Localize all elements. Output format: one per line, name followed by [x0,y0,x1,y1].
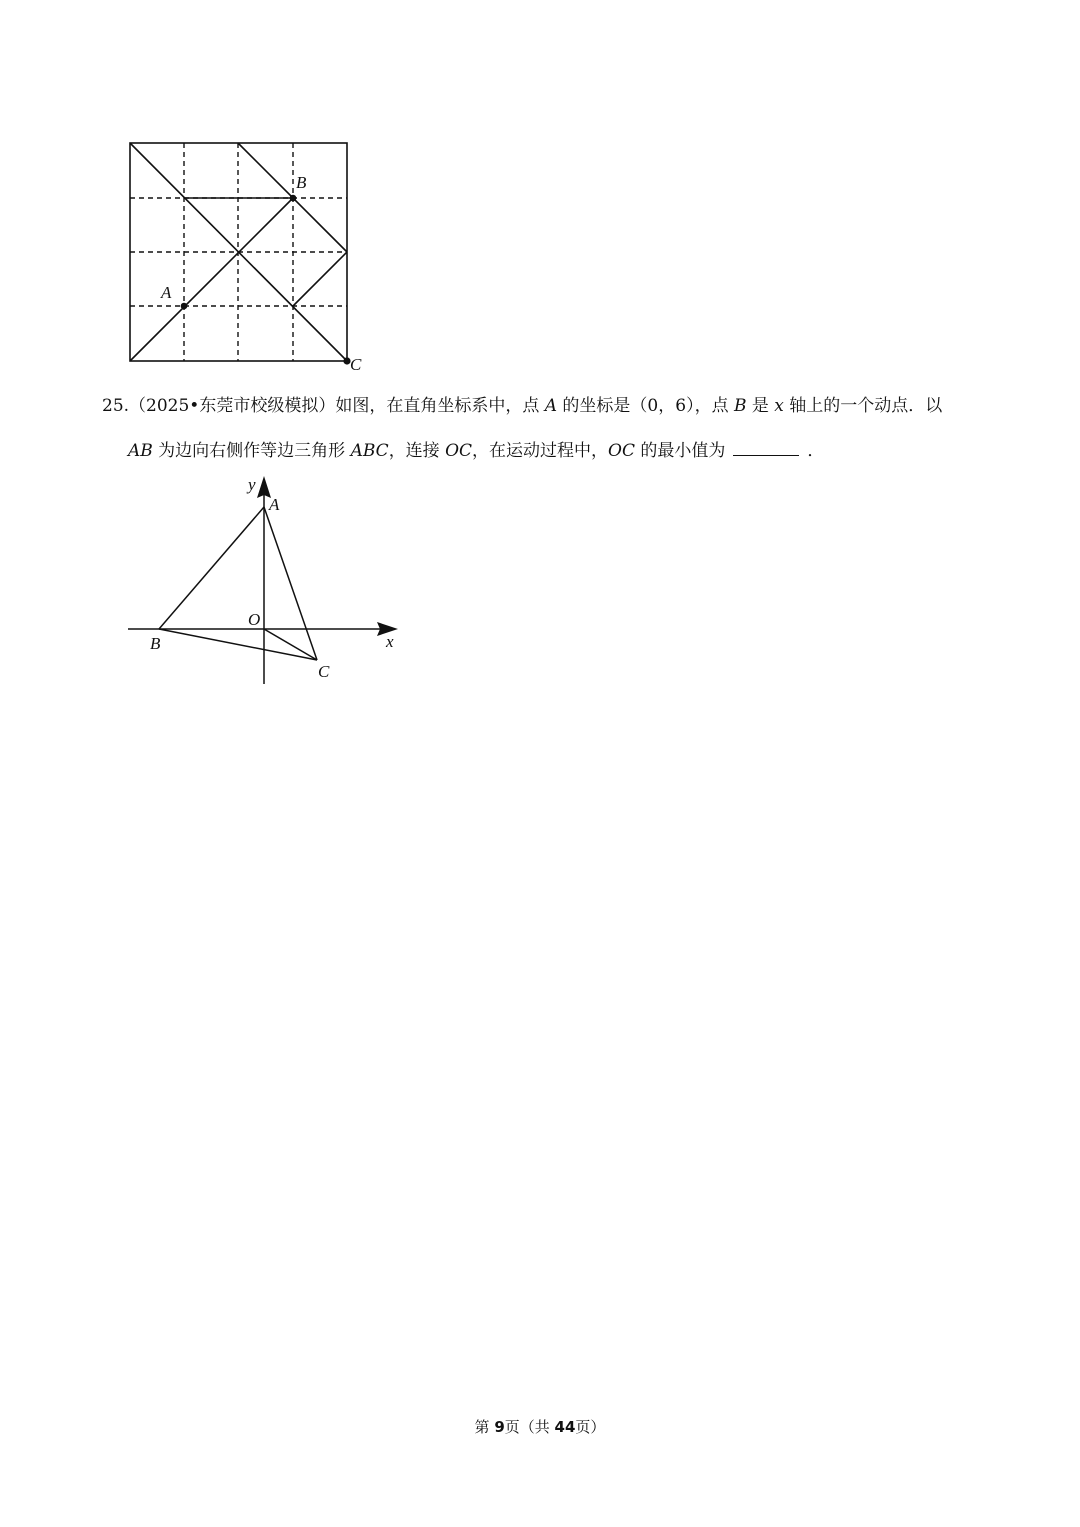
footer-prefix: 第 [474,1418,495,1436]
var-ab: AB [128,441,153,461]
var-abc: ABC [350,441,389,461]
problem-text: ，连接 [388,441,446,461]
label-y: y [248,475,256,494]
var-x: x [774,396,784,416]
problem-text: 轴上的一个动点．以 [783,396,943,416]
var-point-b: B [733,396,747,416]
problem-text: 是 [746,396,775,416]
label-c: C [350,355,362,374]
point-b [290,195,297,202]
page-footer [0,1416,1080,1437]
coordinate-figure [120,472,410,692]
problem-line-1 [102,394,942,418]
label-a: A [161,283,172,302]
point-a [181,303,188,310]
label-b: B [296,173,307,192]
label-a: A [269,495,280,514]
label-b: B [150,634,161,653]
problem-text: ，在运动过程中， [472,441,609,461]
label-x: x [386,632,394,651]
footer-suffix: 页） [575,1418,606,1436]
problem-text: 的坐标是（0，6），点 [557,396,734,416]
total-pages: 44 [554,1418,576,1436]
segment-ac [264,507,317,660]
var-point-a: A [544,396,558,416]
problem-text: 为边向右侧作等边三角形 [152,441,351,461]
problem-text: 的最小值为 [635,441,726,461]
page-number: 9 [494,1418,505,1436]
var-oc: OC [608,441,635,461]
problem-number: 25. [102,396,130,416]
line-through-a-b [130,198,293,361]
problem-text: 如图，在直角坐标系中，点 [335,396,545,416]
problem-line-2 [128,437,824,463]
var-oc: OC [445,441,473,461]
segment-bc [159,629,317,660]
label-c: C [318,662,330,681]
label-o: O [248,610,261,629]
problem-source: （2025•东莞市校级模拟） [129,396,336,416]
answer-blank[interactable] [733,437,799,456]
problem-text-end: ． [807,441,825,461]
footer-middle: 页（共 [504,1418,555,1436]
grid-figure [120,135,370,375]
